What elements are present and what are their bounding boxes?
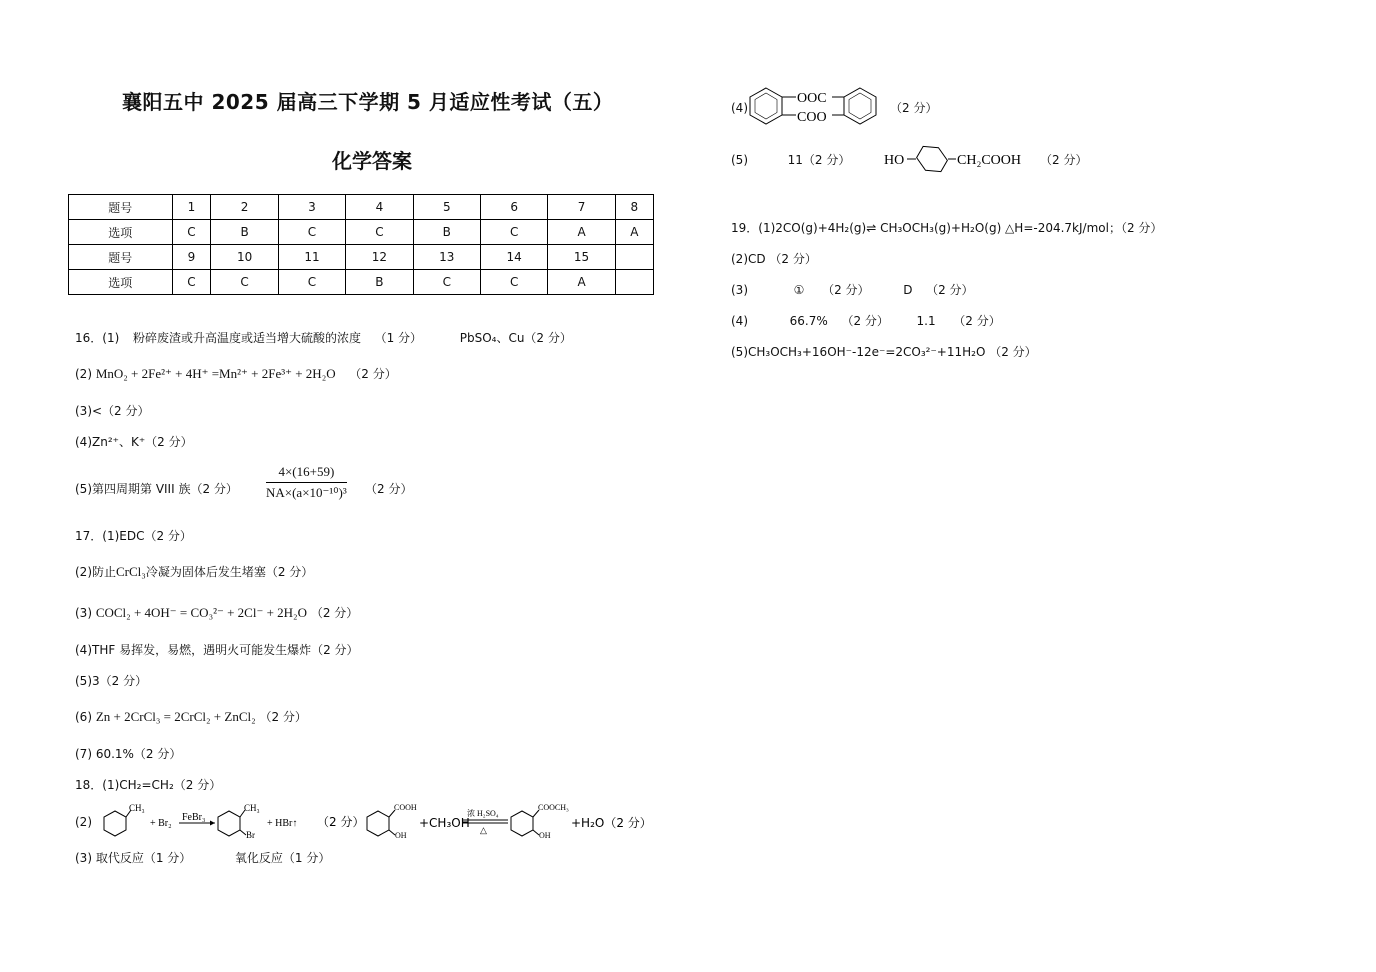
q16-p2-label: (2) <box>75 367 92 381</box>
answer-table-cell: 12 <box>346 245 413 270</box>
diester-coo: COO <box>797 110 827 125</box>
q19-part3 <box>731 282 974 298</box>
answer-table-cell: 9 <box>172 245 211 270</box>
q16-part1 <box>75 330 572 346</box>
methanol-reagent: +CH₃OH <box>419 816 470 830</box>
answer-table-cell: A <box>548 270 615 295</box>
q17-p6-equation: Zn + 2CrCl₃ = 2CrCl₂ + ZnCl₂ <box>95 709 256 724</box>
fraction-numerator: 4×(16+59) <box>266 464 347 483</box>
answer-table-cell: A <box>615 220 653 245</box>
bromine-reagent: + Br₂ <box>150 818 172 829</box>
q18-p5-label: (5) <box>731 153 748 167</box>
answer-table-cell: C <box>211 270 278 295</box>
fraction-denominator: NA×(a×10⁻¹⁰)³ <box>266 485 347 500</box>
q16-p5-text: (5)第四周期第 VIII 族（2 分） <box>75 482 238 496</box>
q19-p3-answer-b: D <box>903 283 913 297</box>
answer-table-cell: B <box>413 220 480 245</box>
phenol-ho: HO <box>884 153 905 168</box>
answer-table-cell: C <box>278 270 345 295</box>
q19-part4 <box>731 313 1001 329</box>
answer-table-cell: 14 <box>480 245 547 270</box>
catalyst-label: FeBr₃ <box>182 812 206 823</box>
q18-part1: 18．(1)CH₂=CH₂（2 分） <box>75 778 222 792</box>
hbr-product: + HBr↑ <box>267 818 298 829</box>
answer-table-row <box>69 270 654 295</box>
q17-part4: (4)THF 易挥发，易燃，遇明火可能发生爆炸（2 分） <box>75 643 359 657</box>
q16-part5 <box>75 481 238 497</box>
q19-p3-score-a: （2 分） <box>822 283 870 297</box>
bromotoluene-ch3: CH₃ <box>244 803 260 813</box>
q17-part7: (7) 60.1%（2 分） <box>75 747 182 761</box>
answer-table-header-cell: 选项 <box>69 270 173 295</box>
bromotoluene-structure <box>218 803 260 840</box>
answer-table-cell: A <box>548 220 615 245</box>
q19-p4-score-a: （2 分） <box>841 314 889 328</box>
answer-table-cell: 1 <box>172 195 211 220</box>
q18-part5 <box>731 152 850 168</box>
salicylic-acid-structure <box>367 803 417 840</box>
q18-p3-answer-a: (3) 取代反应（1 分） <box>75 851 192 865</box>
salicylic-cooh: COOH <box>394 803 417 812</box>
methyl-salicylate-structure <box>511 803 569 840</box>
condition-bottom: △ <box>480 825 487 835</box>
answer-table-cell: 8 <box>615 195 653 220</box>
q17-p2-prefix: (2)防止 <box>75 565 116 579</box>
answer-table-cell: C <box>346 220 413 245</box>
q17-p2-suffix: 冷凝为固体后发生堵塞（2 分） <box>145 565 314 579</box>
toluene-ch3: CH₃ <box>129 803 145 813</box>
answer-table-cell: 10 <box>211 245 278 270</box>
answer-table-cell: 2 <box>211 195 278 220</box>
q16-p1-answer: 粉碎废渣或升高温度或适当增大硫酸的浓度 <box>132 331 361 345</box>
answer-table <box>68 194 654 295</box>
water-product-and-score: +H₂O（2 分） <box>571 816 652 830</box>
q16-part2 <box>75 366 397 382</box>
answer-table-cell: 3 <box>278 195 345 220</box>
q17-p3-score: （2 分） <box>310 606 359 620</box>
q19-p4-answer-b: 1.1 <box>916 314 936 328</box>
answer-table-header-cell: 题号 <box>69 245 173 270</box>
answer-table-cell: 11 <box>278 245 345 270</box>
q18-p4-label: (4) <box>731 101 748 115</box>
methyl-salicylate-oh: OH <box>539 831 551 840</box>
answer-table-cell: 13 <box>413 245 480 270</box>
q18-part3 <box>75 850 330 866</box>
esterification-arrow <box>463 808 508 835</box>
q17-p2-formula: CrCl₃ <box>116 564 146 579</box>
answer-table-row <box>69 220 654 245</box>
q17-p3-label: (3) <box>75 606 92 620</box>
q18-p5-answer: 11（2 分） <box>787 153 851 167</box>
answer-table-cell: C <box>278 220 345 245</box>
q18-p5-structure <box>882 142 1042 176</box>
q19-p4-label: (4) <box>731 314 748 328</box>
toluene-structure <box>104 803 145 836</box>
q17-p3-equation: COCl₂ + 4OH⁻ = CO₃²⁻ + 2Cl⁻ + 2H₂O <box>95 605 307 620</box>
answer-table-cell: B <box>346 270 413 295</box>
q17-part2 <box>75 564 313 580</box>
q17-p6-score: （2 分） <box>259 710 307 724</box>
answer-table-row <box>69 245 654 270</box>
q16-p2-equation: MnO₂ + 2Fe²⁺ + 4H⁺ =Mn²⁺ + 2Fe³⁺ + 2H₂O <box>95 366 336 381</box>
answer-table-cell: C <box>413 270 480 295</box>
q18-p3-answer-b: 氧化反应（1 分） <box>234 851 331 865</box>
q18-p2-score: （2 分） <box>317 815 365 829</box>
exam-title: 襄阳五中 2025 届高三下学期 5 月适应性考试（五） <box>122 90 614 114</box>
q17-p6-label: (6) <box>75 710 92 724</box>
answer-table-cell: C <box>480 270 547 295</box>
answer-table-cell: C <box>172 270 211 295</box>
acetic-acid-group: CH₂COOH <box>957 153 1021 168</box>
answer-table-cell: 5 <box>413 195 480 220</box>
q18-p4-score: （2 分） <box>890 101 938 115</box>
q18-p2-label: (2) <box>75 815 92 829</box>
answer-table-cell <box>615 245 653 270</box>
q19-part1: 19．(1)2CO(g)+4H₂(g)⇌ CH₃OCH₃(g)+H₂O(g) △H=-204.7kJ/mol；（2 分） <box>731 221 1163 235</box>
q16-p5-score: （2 分） <box>365 482 413 496</box>
q19-p4-answer-a: 66.7% <box>789 314 828 328</box>
answer-table-cell: 4 <box>346 195 413 220</box>
q16-p5-fraction <box>266 464 347 501</box>
answer-subtitle: 化学答案 <box>332 149 412 173</box>
q16-p1-score: （1 分） <box>374 331 423 345</box>
answer-table-row <box>69 195 654 220</box>
q16-part3: (3)<（2 分） <box>75 404 150 418</box>
q17-part6 <box>75 709 307 725</box>
q17-part1: 17．(1)EDC（2 分） <box>75 529 192 543</box>
q18-p5-score: （2 分） <box>1040 153 1088 167</box>
q16-part4: (4)Zn²⁺、K⁺（2 分） <box>75 435 193 449</box>
diester-ooc: OOC <box>797 91 827 106</box>
q19-part5: (5)CH₃OCH₃+16OH⁻-12e⁻=2CO₃²⁻+11H₂O （2 分） <box>731 345 1037 359</box>
q16-p1-answer2: PbSO₄、Cu（2 分） <box>459 331 572 345</box>
q17-part5: (5)3（2 分） <box>75 674 148 688</box>
answer-table-cell: C <box>480 220 547 245</box>
answer-table-cell: B <box>211 220 278 245</box>
answer-table-cell: 6 <box>480 195 547 220</box>
q17-part3 <box>75 605 358 621</box>
bromotoluene-br: Br <box>246 830 255 840</box>
answer-table-cell: 7 <box>548 195 615 220</box>
q18-p2-reaction-scheme <box>95 798 655 844</box>
condition-top: 浓 H₂SO₄ <box>467 809 499 818</box>
salicylic-oh: OH <box>395 831 407 840</box>
q18-p4-diester-structure <box>744 84 894 132</box>
answer-table-header-cell: 题号 <box>69 195 173 220</box>
answer-table-header-cell: 选项 <box>69 220 173 245</box>
answer-table-cell: C <box>172 220 211 245</box>
q19-p3-label: (3) <box>731 283 748 297</box>
q16-p2-score: （2 分） <box>349 367 397 381</box>
methyl-salicylate-cooch3: COOCH₃ <box>538 803 569 812</box>
answer-table-cell <box>615 270 653 295</box>
q19-p4-score-b: （2 分） <box>953 314 1001 328</box>
q16-p1-label: 16．(1) <box>75 331 120 345</box>
q19-p3-score-b: （2 分） <box>926 283 974 297</box>
q19-p3-answer-a: ① <box>793 283 805 297</box>
q19-part2: (2)CD （2 分） <box>731 252 817 266</box>
answer-table-cell: 15 <box>548 245 615 270</box>
